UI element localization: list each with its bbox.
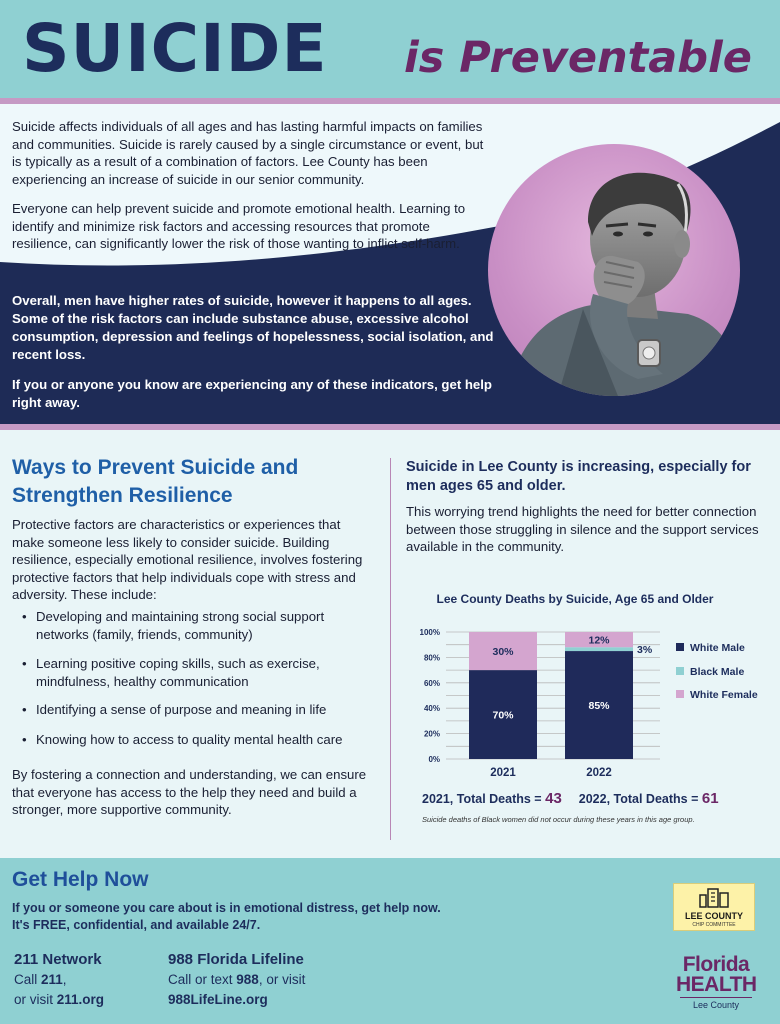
y-tick-label: 40% <box>423 704 440 714</box>
data-label: 12% <box>588 634 610 647</box>
florida-health-logo-line-3: Lee County <box>692 1000 740 1010</box>
y-tick-label: 80% <box>423 653 440 663</box>
senior-man-photo <box>488 144 740 396</box>
total-2021-label: 2021, Total Deaths = <box>422 792 542 806</box>
contact-211-name: 211 Network <box>14 951 102 968</box>
footer-banner <box>0 858 780 1024</box>
ways-heading: Ways to Prevent Suicide and Strengthen Resilience <box>12 456 299 507</box>
column-divider <box>390 458 391 840</box>
page-title: SUICIDE <box>22 10 328 87</box>
get-help-paragraph: If you or anyone you know are experiencing any of these indicators, get help right away. <box>12 377 492 410</box>
risk-factors-paragraph: Overall, men have higher rates of suicide, however it happens to all ages. Some of the risk factors can include substance abuse, excessive alcohol consumption, depression and feelings of hopelessness, social isolation, and recent loss. <box>12 293 494 362</box>
chip-logo-subtitle: CHIP COMMITTEE <box>692 922 736 928</box>
total-2021-value: 43 <box>545 790 562 807</box>
x-tick-label: 2021 <box>490 767 516 779</box>
contact-211-web: or visit 211.org <box>14 992 105 1007</box>
florida-health-logo-line-1: Florida <box>682 953 750 976</box>
list-item: • Developing and maintaining strong social support networks (family, friends, community) <box>22 608 362 643</box>
get-help-heading: Get Help Now <box>12 868 149 891</box>
florida-health-logo <box>676 954 756 1010</box>
get-help-line-1: If you or someone you care about is in emotional distress, get help now. <box>12 901 441 915</box>
x-tick-label: 2022 <box>586 767 612 779</box>
legend-swatch <box>676 643 684 651</box>
florida-health-logo-line-2: HEALTH <box>676 973 757 996</box>
bar-2022-black-male <box>565 647 633 651</box>
list-item: • Knowing how to access to quality mental health care <box>22 731 362 749</box>
chart-totals <box>422 790 719 807</box>
chart-footnote: Suicide deaths of Black women did not occur during these years in this age group. <box>422 815 695 824</box>
lee-county-chip-logo <box>673 883 755 931</box>
contact-211-call: Call 211, <box>14 972 67 987</box>
phone-211[interactable]: 211 <box>41 972 63 987</box>
ways-intro: Protective factors are characteristics or experiences that make someone less likely to consider suicide. Building resilience, especially emotional resilience, involves fostering protective factors that help individuals cope with stress and adversity. These include: <box>12 517 363 603</box>
contact-988-call: Call or text 988, or visit <box>168 972 306 987</box>
trend-headline: Suicide in Lee County is increasing, especially for men ages 65 and older. <box>406 459 751 494</box>
intro-section <box>0 104 780 424</box>
legend-swatch <box>676 690 684 698</box>
y-tick-label: 60% <box>423 678 440 688</box>
data-label: 3% <box>637 644 653 657</box>
data-label: 30% <box>492 646 514 659</box>
chip-logo-name: LEE COUNTY <box>684 911 743 921</box>
data-label: 70% <box>492 709 514 722</box>
get-help-line-2: It's FREE, confidential, and available 24/7. <box>12 918 261 932</box>
trend-body: This worrying trend highlights the need for better connection between those struggling in silence and the support services available in the community. <box>406 504 759 555</box>
legend-entry: Black Male <box>690 666 745 678</box>
senior-man-illustration <box>488 144 740 396</box>
phone-988[interactable]: 988 <box>236 972 259 987</box>
legend-swatch <box>676 667 684 675</box>
building-icon <box>698 887 730 909</box>
contact-211 <box>14 950 104 1010</box>
contact-988 <box>168 950 305 1010</box>
y-tick-label: 20% <box>423 729 440 739</box>
intro-paragraph-1: Suicide affects individuals of all ages and has lasting harmful impacts on families and communities. Suicide is rarely caused by a single circumstance or event, but is typically as a result of a combination of factors. Lee County has been experiencing an increase of suicide in our senior community. <box>12 119 484 187</box>
legend-entry: White Male <box>690 642 745 654</box>
link-211-org[interactable]: 211.org <box>56 992 105 1007</box>
contact-988-name: 988 Florida Lifeline <box>168 951 304 968</box>
intro-paragraph-2: Everyone can help prevent suicide and promote emotional health. Learning to identify and minimize risk factors and accessing resources that promote resilience, can significantly lower the risk of those wanting to inflict self-harm. <box>12 201 466 251</box>
get-help-text <box>12 900 532 934</box>
data-label: 85% <box>588 700 610 713</box>
list-item: • Identifying a sense of purpose and meaning in life <box>22 701 362 719</box>
ways-closing: By fostering a connection and understanding, we can ensure that everyone has access to the help they need and build a stronger, more supportive community. <box>12 767 367 818</box>
list-item: • Learning positive coping skills, such as exercise, mindfulness, healthy communication <box>22 655 362 690</box>
total-2022-value: 61 <box>701 790 719 807</box>
page-subtitle: is Preventable <box>404 33 752 83</box>
legend-entry: White Female <box>690 689 758 701</box>
stacked-bar-chart <box>406 618 776 786</box>
link-988lifeline-org[interactable]: 988LifeLine.org <box>168 992 268 1007</box>
chart-title: Lee County Deaths by Suicide, Age 65 and Older <box>436 592 714 606</box>
total-2022-label: 2022, Total Deaths = <box>578 792 699 806</box>
y-tick-label: 0% <box>428 755 440 764</box>
section-divider <box>0 424 780 430</box>
header-banner <box>0 0 780 98</box>
contact-988-web <box>168 990 305 1010</box>
y-tick-label: 100% <box>419 628 440 637</box>
